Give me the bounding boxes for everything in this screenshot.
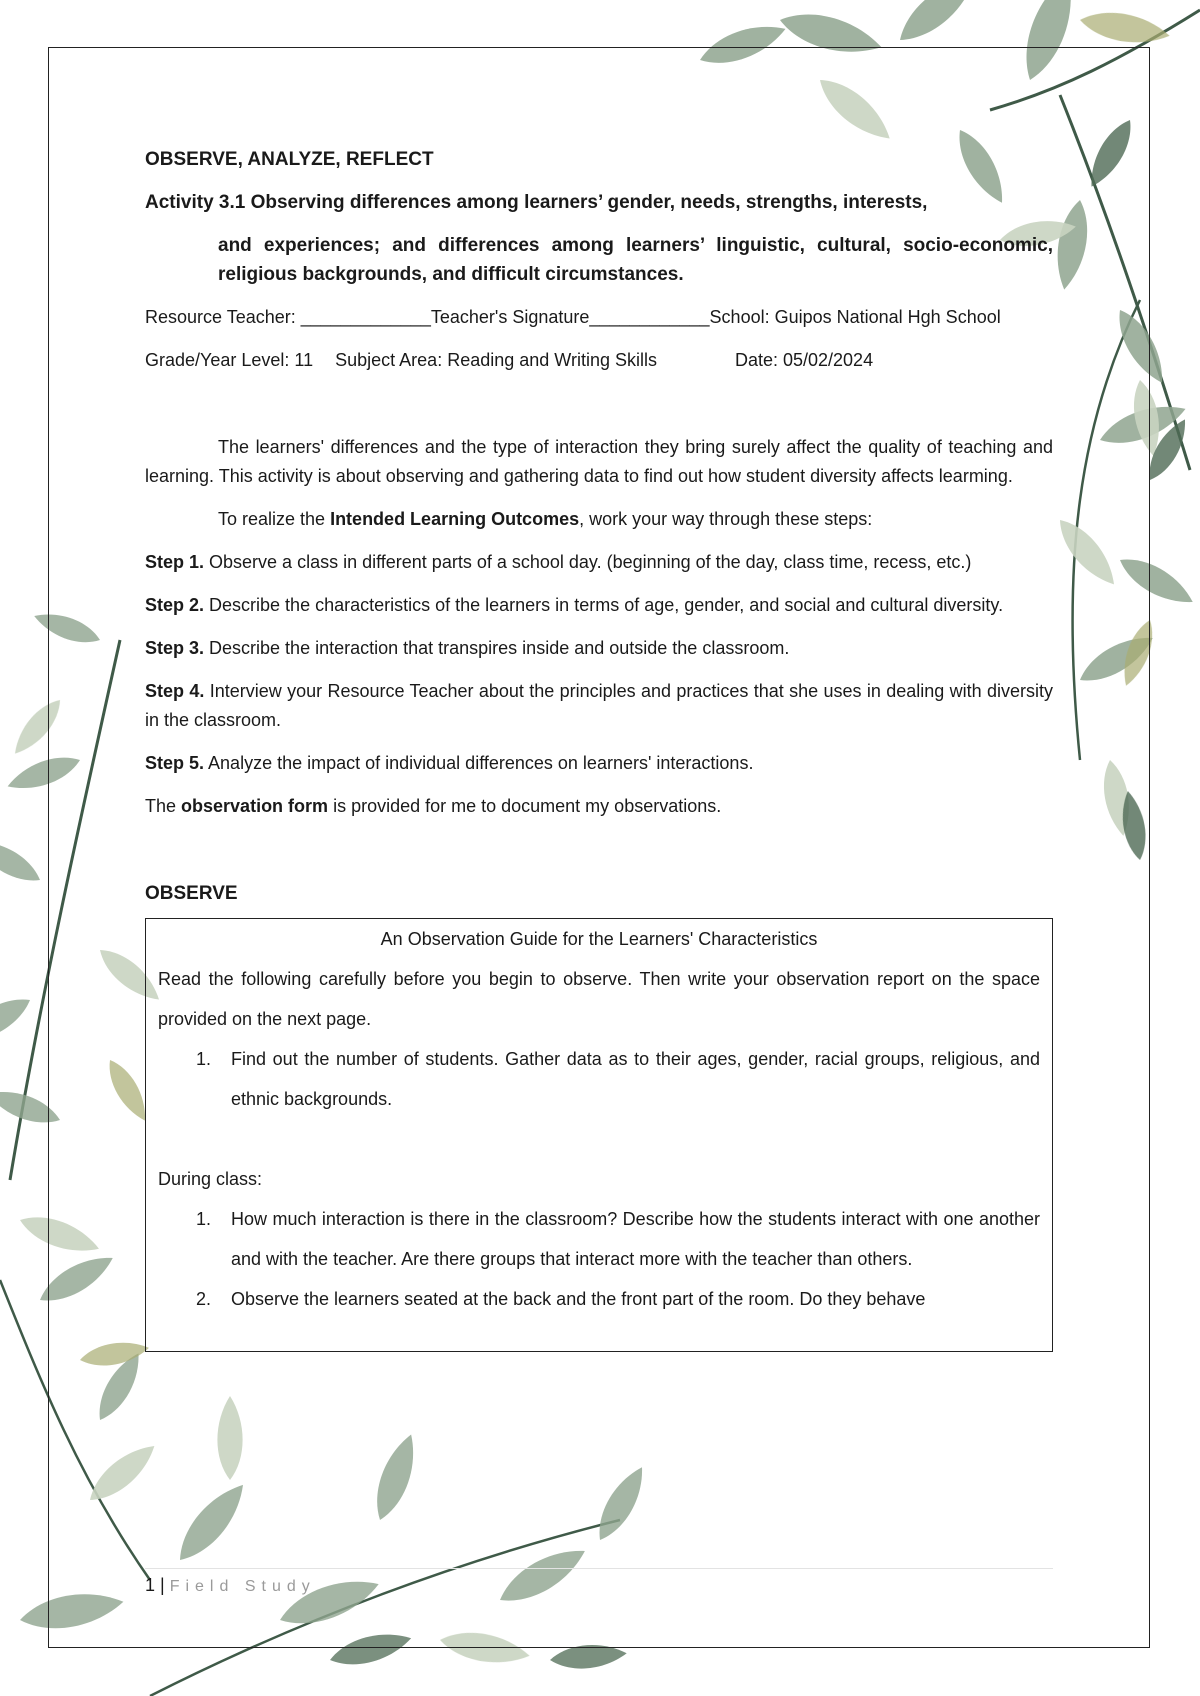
- step-4: Step 4. Interview your Resource Teacher about the principles and practices that she uses in dealing with diversity in the classroom.: [145, 681, 1053, 730]
- resource-teacher-line: Resource Teacher: _____________Teacher's Signature____________School: Guipos National Hgh School: [145, 307, 1001, 327]
- observation-guide-box: [145, 918, 1053, 1352]
- step-3-label: Step 3.: [145, 638, 205, 658]
- document-body: [145, 145, 1053, 1352]
- subject-area: Subject Area: Reading and Writing Skills: [335, 350, 657, 370]
- observation-form-bold: observation form: [181, 796, 329, 816]
- footer-separator: |: [155, 1575, 170, 1595]
- page-footer: [145, 1568, 1053, 1596]
- intro-paragraph: The learners' differences and the type of interaction they bring surely affect the quality of teaching and learning. This activity is about observing and gathering data to find out how student diversity affects learming.: [145, 437, 1053, 486]
- guide-title: An Observation Guide for the Learners' Characteristics: [380, 929, 818, 949]
- list-item: 1. How much interaction is there in the classroom? Describe how the students interact with one another and with the teacher. Are there groups that interact more with the teacher than others.: [196, 1209, 1040, 1269]
- grade-level: Grade/Year Level: 11: [145, 350, 314, 370]
- guide-list-before-class: [158, 1039, 1040, 1119]
- observe-heading: OBSERVE: [145, 883, 238, 904]
- during-class-label: During class:: [158, 1169, 263, 1189]
- observation-form-note: The observation form is provided for me to document my observations.: [145, 796, 722, 816]
- list-item: 1. Find out the number of students. Gather data as to their ages, gender, racial groups, religious, and ethnic backgrounds.: [196, 1049, 1040, 1109]
- step-2-label: Step 2.: [145, 595, 205, 615]
- date: Date: 05/02/2024: [734, 350, 874, 370]
- section-title: OBSERVE, ANALYZE, REFLECT: [145, 149, 434, 170]
- activity-title: Activity 3.1 Observing differences among learners’ gender, needs, strengths, interests,: [145, 192, 928, 213]
- step-5: Step 5. Analyze the impact of individual differences on learners' interactions.: [145, 753, 754, 773]
- guide-instructions: Read the following carefully before you begin to observe. Then write your observation report on the space provided on the next page.: [158, 969, 1040, 1029]
- guide-list-during-class: [158, 1199, 1040, 1319]
- footer-label: Field Study: [169, 1578, 316, 1595]
- step-2: Step 2. Describe the characteristics of the learners in terms of age, gender, and social and cultural diversity.: [145, 595, 1004, 615]
- step-1: Step 1. Observe a class in different parts of a school day. (beginning of the day, class time, recess, etc.): [145, 552, 972, 572]
- step-4-label: Step 4.: [145, 681, 205, 701]
- intended-outcomes-bold: Intended Learning Outcomes: [330, 509, 580, 529]
- list-item: 2. Observe the learners seated at the back and the front part of the room. Do they behave: [196, 1289, 926, 1309]
- step-5-label: Step 5.: [145, 753, 205, 773]
- class-info-line: [145, 346, 1053, 375]
- page-number: 1: [145, 1575, 156, 1595]
- activity-title-continued: and experiences; and differences among learners’ linguistic, cultural, socio-economic, religious backgrounds, and difficult circumstances.: [218, 235, 1053, 285]
- intended-outcomes-line: To realize the Intended Learning Outcomes, work your way through these steps:: [218, 509, 873, 529]
- step-1-label: Step 1.: [145, 552, 205, 572]
- step-3: Step 3. Describe the interaction that transpires inside and outside the classroom.: [145, 638, 790, 658]
